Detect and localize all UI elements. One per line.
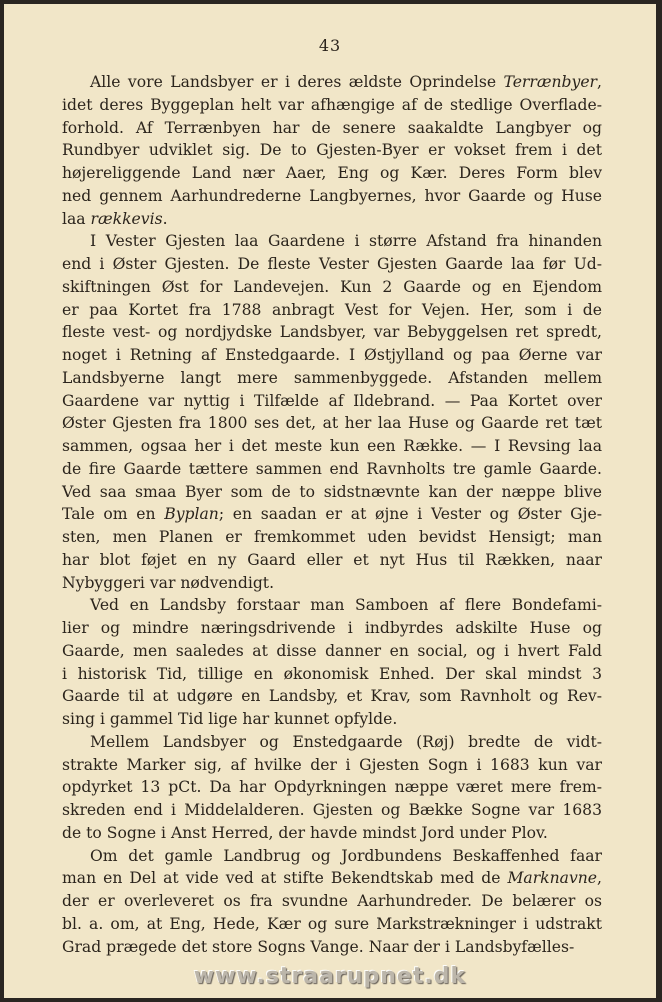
text-line: Landsbyerne langt mere sammenbyggede. Afstanden mellem xyxy=(62,368,602,387)
watermark: www.straarupnet.dk xyxy=(193,964,467,989)
italic-term: Marknavne xyxy=(507,869,598,888)
paragraph xyxy=(62,594,602,731)
text-line: ned gennem Aarhundrederne Langbyernes, hvor Gaarde og Huse xyxy=(62,186,602,205)
text-line: opdyrket 13 pCt. Da har Opdyrkningen næppe været mere frem- xyxy=(62,778,602,797)
body-text xyxy=(62,71,602,958)
text-line: noget i Retning af Enstedgaarde. I Østjylland og paa Øerne var xyxy=(62,346,602,364)
text-line: de to Sogne i Anst Herred, der havde mindst Jord under Plov. xyxy=(62,823,548,842)
text-line: bl. a. om, at Eng, Hede, Kær og sure Markstrækninger i udstrakt xyxy=(62,914,602,933)
paragraph xyxy=(62,731,602,845)
text-line: I Vester Gjesten laa Gaardene i større Afstand fra hinanden xyxy=(90,232,602,251)
text-line: højereliggende Land nær Aaer, Eng og Kær. Deres Form blev xyxy=(62,164,602,182)
text-line: Ved en Landsby forstaar man Samboen af flere Bondefami- xyxy=(90,596,602,615)
text-line: Gaarde til at udgøre en Landsby, et Krav, som Ravnholt og Rev- xyxy=(62,687,602,706)
text-line: lier og mindre næringsdrivende i indbyrdes adskilte Huse og xyxy=(62,619,602,637)
text-line: Gaarde, men saaledes at disse danner en social, og i hvert Fald xyxy=(62,641,602,660)
text-line: man en Del at vide ved at stifte Bekendtskab med de Marknavne, xyxy=(62,869,602,888)
paragraph xyxy=(62,230,602,594)
text-line: skreden end i Middelalderen. Gjesten og Bække Sogne var 1683 xyxy=(62,801,602,819)
text-line: Om det gamle Landbrug og Jordbundens Beskaffenhed faar xyxy=(90,846,602,865)
text-line: sten, men Planen er fremkommet uden bevidst Hensigt; man xyxy=(62,528,602,546)
italic-term: rækkevis xyxy=(90,209,163,228)
text-line: Alle vore Landsbyer er i deres ældste Oprindelse Terrænbyer, xyxy=(90,73,602,91)
text-line: Øster Gjesten fra 1800 ses det, at her laa Huse og Gaarde ret tæt xyxy=(62,414,602,433)
italic-term: Byplan xyxy=(164,505,219,524)
document-page xyxy=(4,4,656,998)
text-line: er paa Kortet fra 1788 anbragt Vest for Vejen. Her, som i de xyxy=(62,300,602,319)
paragraph xyxy=(62,71,602,230)
text-line: Gaardene var nyttig i Tilfælde af Ildebrand. — Paa Kortet over xyxy=(62,391,602,410)
italic-term: Terrænbyer xyxy=(503,73,598,91)
text-line: laa rækkevis. xyxy=(62,209,168,228)
text-line: de fire Gaarde tættere sammen end Ravnholts tre gamle Gaarde. xyxy=(62,459,602,478)
text-line: der er overleveret os fra svundne Aarhundreder. De belærer os xyxy=(62,892,602,910)
text-line: forhold. Af Terrænbyen har de senere saakaldte Langbyer og xyxy=(62,118,602,137)
text-line: skiftningen Øst for Landevejen. Kun 2 Gaarde og en Ejendom xyxy=(62,277,602,296)
page-number: 43 xyxy=(318,36,342,55)
text-line: idet deres Byggeplan helt var afhængige af de stedlige Overflade- xyxy=(62,95,602,114)
text-line: har blot føjet en ny Gaard eller et nyt Hus til Rækken, naar xyxy=(62,550,602,569)
text-line: Mellem Landsbyer og Enstedgaarde (Røj) bredte de vidt- xyxy=(90,732,602,751)
paragraph xyxy=(62,845,602,959)
text-line: Tale om en Byplan; en saadan er at øjne i Vester og Øster Gje- xyxy=(62,505,602,524)
text-line: Ved saa smaa Byer som de to sidstnævnte kan der næppe blive xyxy=(62,482,602,501)
text-line: strakte Marker sig, af hvilke der i Gjesten Sogn i 1683 kun var xyxy=(62,755,602,774)
text-line: fleste vest- og nordjydske Landsbyer, var Bebyggelsen ret spredt, xyxy=(62,323,602,342)
text-line: sing i gammel Tid lige har kunnet opfylde. xyxy=(62,710,398,728)
text-line: sammen, ogsaa her i det meste kun een Række. — I Revsing laa xyxy=(62,437,602,455)
text-line: Rundbyer udviklet sig. De to Gjesten-Byer er vokset frem i det xyxy=(62,141,602,160)
text-line: end i Øster Gjesten. De fleste Vester Gjesten Gaarde laa før Ud- xyxy=(62,255,602,273)
text-line: i historisk Tid, tillige en økonomisk Enhed. Der skal mindst 3 xyxy=(62,664,602,683)
text-line: Nybyggeri var nødvendigt. xyxy=(62,573,275,592)
text-line: Grad prægede det store Sogns Vange. Naar der i Landsbyfælles- xyxy=(62,937,575,956)
